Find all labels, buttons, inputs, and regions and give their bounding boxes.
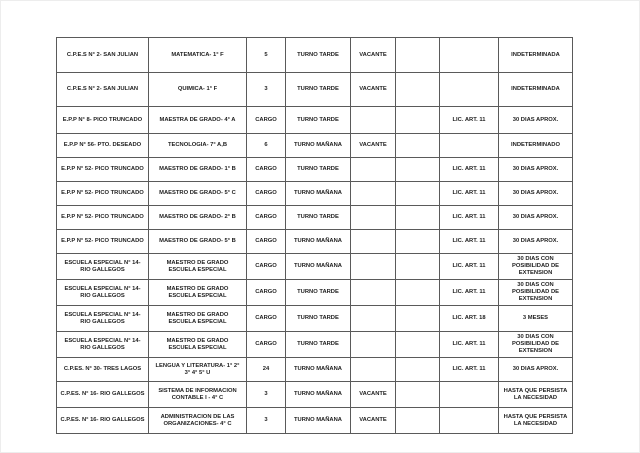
table-cell: MAESTRO DE GRADO- 5° B [149,230,247,254]
table-cell: VACANTE [351,38,396,73]
table-cell [396,358,440,382]
table-cell: ADMINISTRACION DE LAS ORGANIZACIONES- 4° C [149,408,247,434]
table-cell: 5 [247,38,286,73]
table-cell: 30 DIAS APROX. [499,107,573,134]
table-cell: LIC. ART. 11 [440,206,499,230]
table-cell [351,254,396,280]
table-cell: INDETERMINADA [499,38,573,73]
table-cell: CARGO [247,158,286,182]
table-cell: LENGUA Y LITERATURA- 1° 2° 3° 4° 5° U [149,358,247,382]
table-cell: HASTA QUE PERSISTA LA NECESIDAD [499,382,573,408]
table-cell: INDETERMINADA [499,73,573,107]
table-cell: CARGO [247,280,286,306]
table-cell: E.P.P N° 52- PICO TRUNCADO [57,182,149,206]
table-cell: ESCUELA ESPECIAL N° 14- RIO GALLEGOS [57,254,149,280]
table-cell: MAESTRA DE GRADO- 4° A [149,107,247,134]
table-row [57,280,573,306]
table-row [57,254,573,280]
table-cell: C.P.ES. N° 16- RIO GALLEGOS [57,408,149,434]
table-cell [396,332,440,358]
table-cell: E.P.P N° 56- PTO. DESEADO [57,134,149,158]
table-cell [396,382,440,408]
table-row [57,306,573,332]
table-row [57,382,573,408]
table-cell: 30 DIAS CON POSIBILIDAD DE EXTENSION [499,254,573,280]
table-row [57,332,573,358]
table-cell: 3 [247,382,286,408]
table-cell: TURNO TARDE [286,73,351,107]
table-cell: VACANTE [351,382,396,408]
table-row [57,206,573,230]
table-cell: VACANTE [351,134,396,158]
table-cell: CARGO [247,206,286,230]
table-cell [396,206,440,230]
table-cell [396,73,440,107]
table-cell: HASTA QUE PERSISTA LA NECESIDAD [499,408,573,434]
table-cell [396,254,440,280]
table-cell: 3 [247,73,286,107]
table-cell: LIC. ART. 11 [440,280,499,306]
table-cell: CARGO [247,306,286,332]
table-cell: 3 [247,408,286,434]
table-cell [440,73,499,107]
vacancy-table-body [57,38,573,434]
table-cell: TURNO MAÑANA [286,230,351,254]
table-cell [396,182,440,206]
table-cell: MAESTRO DE GRADO ESCUELA ESPECIAL [149,332,247,358]
table-cell: TURNO MAÑANA [286,358,351,382]
table-cell: 24 [247,358,286,382]
table-cell: TURNO TARDE [286,206,351,230]
table-cell [351,358,396,382]
table-cell: CARGO [247,230,286,254]
table-row [57,230,573,254]
table-cell [351,206,396,230]
table-cell: MAESTRO DE GRADO ESCUELA ESPECIAL [149,254,247,280]
table-row [57,38,573,73]
table-row [57,182,573,206]
table-cell: MAESTRO DE GRADO ESCUELA ESPECIAL [149,280,247,306]
table-cell [396,306,440,332]
table-cell: ESCUELA ESPECIAL N° 14- RIO GALLEGOS [57,306,149,332]
table-cell: 3 MESES [499,306,573,332]
table-cell [351,230,396,254]
table-cell [440,134,499,158]
table-cell [440,382,499,408]
table-cell: TURNO TARDE [286,306,351,332]
table-cell [351,306,396,332]
table-cell: TURNO MAÑANA [286,182,351,206]
table-cell: MAESTRO DE GRADO- 5° C [149,182,247,206]
table-cell [396,280,440,306]
table-cell [351,182,396,206]
table-cell [396,134,440,158]
table-cell [440,38,499,73]
table-cell: ESCUELA ESPECIAL N° 14- RIO GALLEGOS [57,280,149,306]
table-cell: TURNO MAÑANA [286,408,351,434]
table-cell: VACANTE [351,73,396,107]
table-cell: TECNOLOGIA- 7° A,B [149,134,247,158]
table-cell: INDETERMINADO [499,134,573,158]
table-cell: 30 DIAS APROX. [499,206,573,230]
table-cell: MATEMATICA- 1° F [149,38,247,73]
table-cell: LIC. ART. 11 [440,332,499,358]
table-cell: LIC. ART. 11 [440,182,499,206]
table-cell: TURNO TARDE [286,332,351,358]
table-cell [396,158,440,182]
table-cell [396,107,440,134]
vacancy-table [56,37,573,434]
table-cell: C.P.E.S N° 2- SAN JULIAN [57,73,149,107]
table-cell: CARGO [247,182,286,206]
table-cell: C.P.ES. N° 30- TRES LAGOS [57,358,149,382]
table-cell: MAESTRO DE GRADO- 1° B [149,158,247,182]
table-cell [396,230,440,254]
table-cell: TURNO TARDE [286,158,351,182]
table-cell: TURNO TARDE [286,107,351,134]
table-cell [396,408,440,434]
table-row [57,358,573,382]
table-row [57,73,573,107]
table-cell: 6 [247,134,286,158]
table-cell: TURNO TARDE [286,280,351,306]
table-row [57,107,573,134]
table-cell: LIC. ART. 11 [440,107,499,134]
table-cell [396,38,440,73]
table-cell: MAESTRO DE GRADO- 2° B [149,206,247,230]
table-cell: E.P.P N° 52- PICO TRUNCADO [57,230,149,254]
table-cell: 30 DIAS CON POSIBILIDAD DE EXTENSION [499,280,573,306]
table-cell: TURNO MAÑANA [286,134,351,158]
table-cell: 30 DIAS APROX. [499,230,573,254]
table-cell: 30 DIAS APROX. [499,158,573,182]
table-cell: MAESTRO DE GRADO ESCUELA ESPECIAL [149,306,247,332]
table-cell: LIC. ART. 11 [440,254,499,280]
table-cell: TURNO MAÑANA [286,382,351,408]
table-cell: LIC. ART. 11 [440,230,499,254]
table-cell: C.P.E.S N° 2- SAN JULIAN [57,38,149,73]
table-cell: E.P.P N° 52- PICO TRUNCADO [57,158,149,182]
table-cell [351,107,396,134]
table-cell: 30 DIAS APROX. [499,182,573,206]
table-row [57,408,573,434]
table-cell: TURNO MAÑANA [286,254,351,280]
table-cell [351,280,396,306]
table-row [57,134,573,158]
table-cell: ESCUELA ESPECIAL N° 14- RIO GALLEGOS [57,332,149,358]
table-cell [351,332,396,358]
table-cell: QUIMICA- 1° F [149,73,247,107]
table-cell: CARGO [247,332,286,358]
table-cell: CARGO [247,107,286,134]
table-cell: C.P.ES. N° 16- RIO GALLEGOS [57,382,149,408]
table-cell: 30 DIAS CON POSIBILIDAD DE EXTENSION [499,332,573,358]
table-cell: E.P.P N° 8- PICO TRUNCADO [57,107,149,134]
table-cell: CARGO [247,254,286,280]
table-cell: 30 DIAS APROX. [499,358,573,382]
table-cell: SISTEMA DE INFORMACION CONTABLE I - 4° C [149,382,247,408]
table-cell: LIC. ART. 18 [440,306,499,332]
table-cell: LIC. ART. 11 [440,358,499,382]
table-cell [440,408,499,434]
table-cell: LIC. ART. 11 [440,158,499,182]
table-row [57,158,573,182]
table-cell: VACANTE [351,408,396,434]
table-cell: E.P.P N° 52- PICO TRUNCADO [57,206,149,230]
table-cell: TURNO TARDE [286,38,351,73]
table-cell [351,158,396,182]
